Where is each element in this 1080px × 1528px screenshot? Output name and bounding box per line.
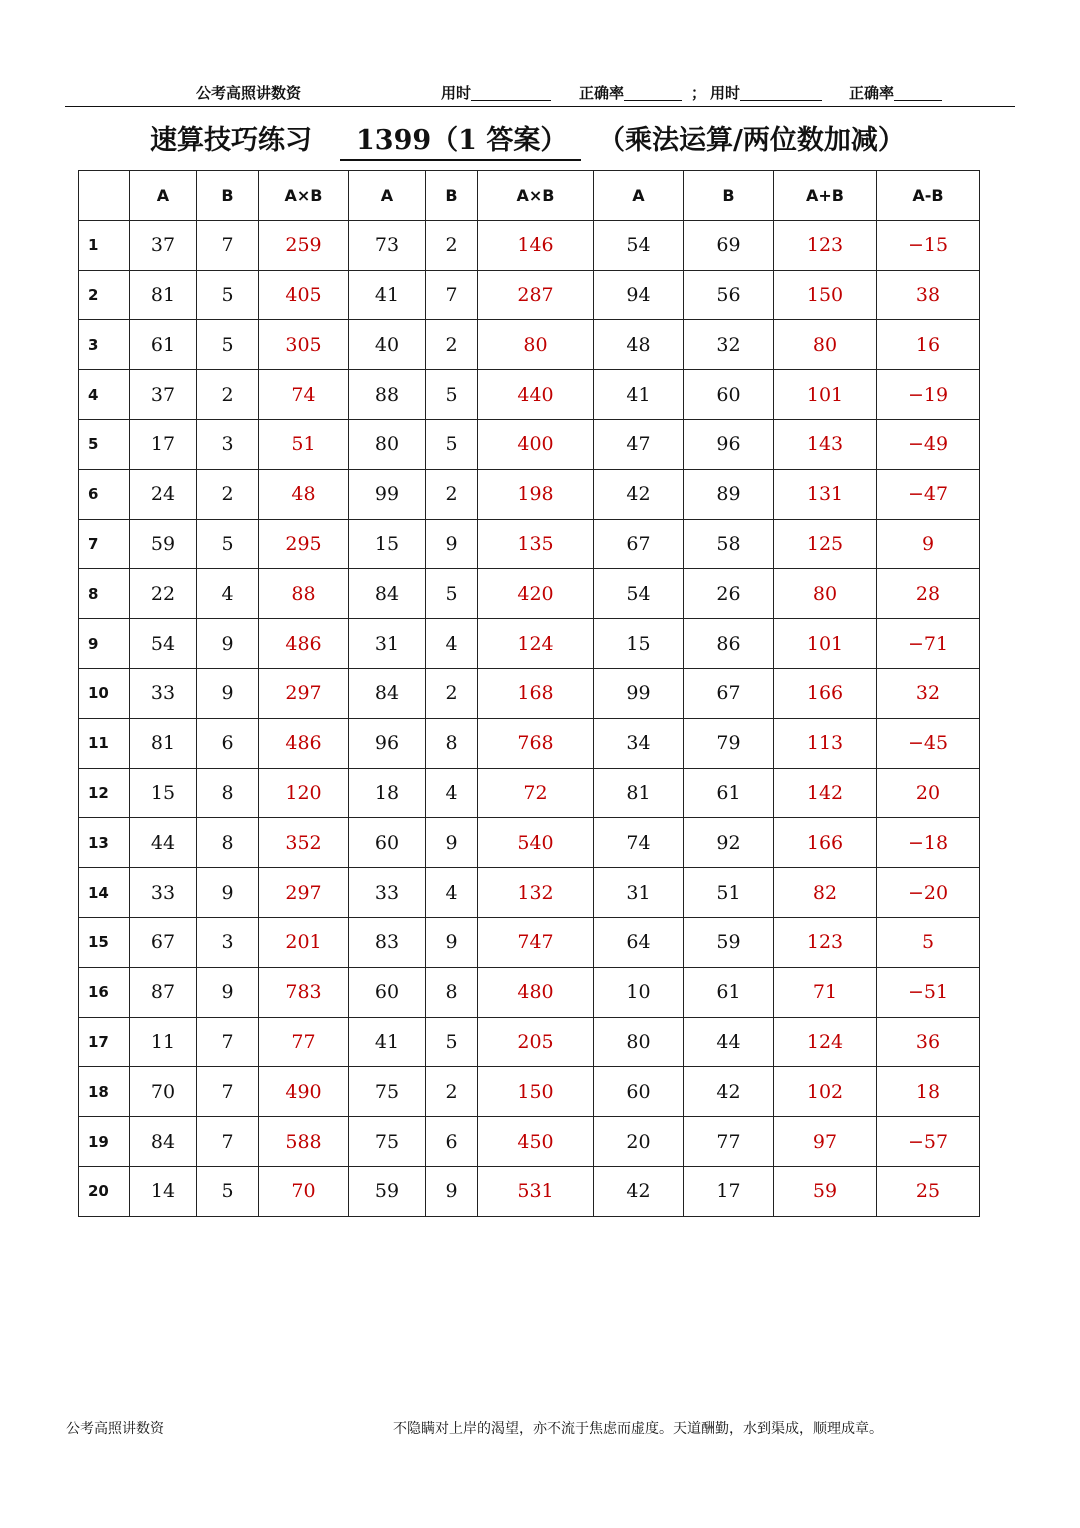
operand-cell: 74: [594, 818, 684, 868]
answer-cell: 28: [877, 569, 980, 619]
operand-cell: 67: [594, 519, 684, 569]
operand-cell: 4: [426, 868, 478, 918]
practice-table: [78, 170, 980, 1217]
operand-cell: 87: [130, 967, 197, 1017]
table-row: [79, 768, 980, 818]
accuracy-field-2: [849, 82, 894, 103]
operand-cell: 33: [349, 868, 426, 918]
table-header-row: [79, 171, 980, 221]
operand-cell: 92: [684, 818, 774, 868]
operand-cell: 5: [426, 370, 478, 420]
answer-cell: 400: [478, 419, 594, 469]
operand-cell: 77: [684, 1117, 774, 1167]
operand-cell: 83: [349, 917, 426, 967]
operand-cell: 9: [426, 917, 478, 967]
table-row: [79, 818, 980, 868]
operand-cell: 60: [594, 1067, 684, 1117]
operand-cell: 33: [130, 868, 197, 918]
column-header: B: [684, 171, 774, 221]
operand-cell: 54: [594, 220, 684, 270]
operand-cell: 4: [426, 768, 478, 818]
table-row: [79, 668, 980, 718]
operand-cell: 48: [594, 320, 684, 370]
answer-cell: 5: [877, 917, 980, 967]
answer-cell: 201: [259, 917, 349, 967]
operand-cell: 2: [426, 220, 478, 270]
operand-cell: 9: [197, 868, 259, 918]
operand-cell: 84: [349, 668, 426, 718]
header-brand: 公考高照讲数资: [196, 84, 302, 102]
operand-cell: 8: [197, 768, 259, 818]
accuracy-blank-1: [624, 84, 682, 101]
operand-cell: 7: [197, 1017, 259, 1067]
answer-cell: −51: [877, 967, 980, 1017]
answer-cell: 287: [478, 270, 594, 320]
operand-cell: 81: [594, 768, 684, 818]
answer-cell: 143: [774, 419, 877, 469]
operand-cell: 42: [594, 1166, 684, 1216]
accuracy-label-2: 正确率: [849, 84, 895, 102]
operand-cell: 7: [197, 1067, 259, 1117]
answer-cell: 97: [774, 1117, 877, 1167]
answer-cell: 124: [774, 1017, 877, 1067]
operand-cell: 44: [130, 818, 197, 868]
operand-cell: 5: [197, 1166, 259, 1216]
operand-cell: 84: [130, 1117, 197, 1167]
table-row: [79, 917, 980, 967]
operand-cell: 61: [684, 768, 774, 818]
answer-cell: 18: [877, 1067, 980, 1117]
operand-cell: 7: [426, 270, 478, 320]
answer-cell: 783: [259, 967, 349, 1017]
answer-cell: 150: [478, 1067, 594, 1117]
operand-cell: 54: [130, 619, 197, 669]
operand-cell: 5: [426, 1017, 478, 1067]
answer-cell: 135: [478, 519, 594, 569]
column-header: A+B: [774, 171, 877, 221]
row-index: 17: [79, 1017, 130, 1067]
answer-cell: 74: [259, 370, 349, 420]
answer-cell: 72: [478, 768, 594, 818]
table-row: [79, 320, 980, 370]
operand-cell: 32: [684, 320, 774, 370]
row-index: 20: [79, 1166, 130, 1216]
answer-cell: 71: [774, 967, 877, 1017]
operand-cell: 60: [684, 370, 774, 420]
row-index: 11: [79, 718, 130, 768]
answer-cell: −18: [877, 818, 980, 868]
answer-cell: 297: [259, 668, 349, 718]
table-row: [79, 1166, 980, 1216]
operand-cell: 73: [349, 220, 426, 270]
row-index: 10: [79, 668, 130, 718]
operand-cell: 58: [684, 519, 774, 569]
accuracy-label-1: 正确率: [579, 84, 625, 102]
title-number: 1399（1 答案）: [340, 118, 581, 161]
operand-cell: 2: [197, 469, 259, 519]
operand-cell: 42: [684, 1067, 774, 1117]
table-row: [79, 220, 980, 270]
answer-cell: −20: [877, 868, 980, 918]
answer-cell: 25: [877, 1166, 980, 1216]
answer-cell: 146: [478, 220, 594, 270]
header-separator: ；: [691, 84, 707, 102]
operand-cell: 59: [684, 917, 774, 967]
operand-cell: 84: [349, 569, 426, 619]
operand-cell: 6: [197, 718, 259, 768]
answer-cell: 352: [259, 818, 349, 868]
operand-cell: 41: [349, 1017, 426, 1067]
operand-cell: 96: [349, 718, 426, 768]
row-index: 1: [79, 220, 130, 270]
operand-cell: 89: [684, 469, 774, 519]
operand-cell: 5: [426, 419, 478, 469]
column-header: A×B: [259, 171, 349, 221]
operand-cell: 69: [684, 220, 774, 270]
answer-cell: 305: [259, 320, 349, 370]
operand-cell: 59: [130, 519, 197, 569]
time-field-2: [710, 82, 740, 103]
answer-cell: 77: [259, 1017, 349, 1067]
operand-cell: 17: [130, 419, 197, 469]
answer-cell: 113: [774, 718, 877, 768]
answer-cell: 20: [877, 768, 980, 818]
answer-cell: 124: [478, 619, 594, 669]
operand-cell: 9: [426, 818, 478, 868]
header-divider: [65, 106, 1015, 107]
answer-cell: 142: [774, 768, 877, 818]
answer-cell: 166: [774, 668, 877, 718]
answer-cell: 166: [774, 818, 877, 868]
column-header: A: [130, 171, 197, 221]
operand-cell: 59: [349, 1166, 426, 1216]
operand-cell: 64: [594, 917, 684, 967]
operand-cell: 9: [197, 967, 259, 1017]
operand-cell: 56: [684, 270, 774, 320]
answer-cell: −45: [877, 718, 980, 768]
operand-cell: 75: [349, 1067, 426, 1117]
time-blank-2: [740, 84, 822, 101]
operand-cell: 15: [130, 768, 197, 818]
operand-cell: 2: [197, 370, 259, 420]
table-row: [79, 718, 980, 768]
operand-cell: 7: [197, 1117, 259, 1167]
operand-cell: 44: [684, 1017, 774, 1067]
column-header: A: [594, 171, 684, 221]
row-index: 7: [79, 519, 130, 569]
title-subtitle: （乘法运算/两位数加减）: [598, 125, 905, 156]
operand-cell: 96: [684, 419, 774, 469]
answer-cell: 131: [774, 469, 877, 519]
row-index: 8: [79, 569, 130, 619]
accuracy-field-1: [579, 82, 624, 103]
answer-cell: 125: [774, 519, 877, 569]
operand-cell: 15: [349, 519, 426, 569]
title-main: 速算技巧练习: [150, 125, 312, 156]
operand-cell: 61: [130, 320, 197, 370]
time-label-1: 用时: [441, 84, 472, 102]
table-row: [79, 419, 980, 469]
operand-cell: 2: [426, 668, 478, 718]
table-row: [79, 469, 980, 519]
page-title: [150, 116, 950, 160]
answer-cell: 405: [259, 270, 349, 320]
operand-cell: 60: [349, 818, 426, 868]
answer-cell: 490: [259, 1067, 349, 1117]
row-index: 9: [79, 619, 130, 669]
operand-cell: 9: [197, 619, 259, 669]
operand-cell: 3: [197, 917, 259, 967]
operand-cell: 7: [197, 220, 259, 270]
answer-cell: 540: [478, 818, 594, 868]
operand-cell: 9: [426, 519, 478, 569]
operand-cell: 8: [426, 718, 478, 768]
column-header: [79, 171, 130, 221]
row-index: 12: [79, 768, 130, 818]
operand-cell: 34: [594, 718, 684, 768]
answer-cell: 297: [259, 868, 349, 918]
answer-cell: 80: [774, 569, 877, 619]
table-row: [79, 967, 980, 1017]
answer-cell: 101: [774, 619, 877, 669]
answer-cell: 450: [478, 1117, 594, 1167]
operand-cell: 42: [594, 469, 684, 519]
answer-cell: −19: [877, 370, 980, 420]
answer-cell: 259: [259, 220, 349, 270]
accuracy-blank-2: [894, 84, 942, 101]
row-index: 2: [79, 270, 130, 320]
answer-cell: 123: [774, 220, 877, 270]
operand-cell: 14: [130, 1166, 197, 1216]
answer-cell: 132: [478, 868, 594, 918]
operand-cell: 47: [594, 419, 684, 469]
column-header: B: [426, 171, 478, 221]
answer-cell: 420: [478, 569, 594, 619]
row-index: 5: [79, 419, 130, 469]
answer-cell: 9: [877, 519, 980, 569]
operand-cell: 2: [426, 1067, 478, 1117]
column-header: A: [349, 171, 426, 221]
footer: [0, 1416, 1080, 1440]
table-row: [79, 1017, 980, 1067]
answer-cell: 440: [478, 370, 594, 420]
table-row: [79, 270, 980, 320]
operand-cell: 2: [426, 320, 478, 370]
answer-cell: −71: [877, 619, 980, 669]
answer-cell: 486: [259, 718, 349, 768]
operand-cell: 6: [426, 1117, 478, 1167]
operand-cell: 67: [684, 668, 774, 718]
answer-cell: 80: [774, 320, 877, 370]
answer-cell: 70: [259, 1166, 349, 1216]
answer-cell: −49: [877, 419, 980, 469]
operand-cell: 5: [426, 569, 478, 619]
answer-cell: 150: [774, 270, 877, 320]
operand-cell: 88: [349, 370, 426, 420]
answer-cell: 32: [877, 668, 980, 718]
operand-cell: 70: [130, 1067, 197, 1117]
answer-cell: 531: [478, 1166, 594, 1216]
operand-cell: 40: [349, 320, 426, 370]
column-header: A-B: [877, 171, 980, 221]
footer-brand: 公考高照讲数资: [66, 1421, 164, 1437]
answer-cell: 16: [877, 320, 980, 370]
answer-cell: 123: [774, 917, 877, 967]
operand-cell: 75: [349, 1117, 426, 1167]
operand-cell: 24: [130, 469, 197, 519]
operand-cell: 15: [594, 619, 684, 669]
column-header: B: [197, 171, 259, 221]
operand-cell: 86: [684, 619, 774, 669]
answer-cell: −47: [877, 469, 980, 519]
operand-cell: 33: [130, 668, 197, 718]
operand-cell: 5: [197, 519, 259, 569]
table-row: [79, 868, 980, 918]
operand-cell: 37: [130, 370, 197, 420]
operand-cell: 60: [349, 967, 426, 1017]
operand-cell: 20: [594, 1117, 684, 1167]
operand-cell: 31: [349, 619, 426, 669]
operand-cell: 41: [594, 370, 684, 420]
answer-cell: 101: [774, 370, 877, 420]
answer-cell: 36: [877, 1017, 980, 1067]
row-index: 15: [79, 917, 130, 967]
operand-cell: 17: [684, 1166, 774, 1216]
answer-cell: 80: [478, 320, 594, 370]
answer-cell: 486: [259, 619, 349, 669]
answer-cell: 198: [478, 469, 594, 519]
row-index: 19: [79, 1117, 130, 1167]
column-header: A×B: [478, 171, 594, 221]
answer-cell: 51: [259, 419, 349, 469]
time-field-1: [441, 82, 471, 103]
table-row: [79, 619, 980, 669]
operand-cell: 26: [684, 569, 774, 619]
operand-cell: 4: [426, 619, 478, 669]
operand-cell: 61: [684, 967, 774, 1017]
operand-cell: 4: [197, 569, 259, 619]
row-index: 3: [79, 320, 130, 370]
operand-cell: 2: [426, 469, 478, 519]
table-row: [79, 519, 980, 569]
answer-cell: 747: [478, 917, 594, 967]
answer-cell: 480: [478, 967, 594, 1017]
operand-cell: 8: [197, 818, 259, 868]
operand-cell: 5: [197, 270, 259, 320]
operand-cell: 81: [130, 270, 197, 320]
operand-cell: 10: [594, 967, 684, 1017]
table-row: [79, 370, 980, 420]
answer-cell: −57: [877, 1117, 980, 1167]
answer-cell: 82: [774, 868, 877, 918]
operand-cell: 51: [684, 868, 774, 918]
answer-cell: 120: [259, 768, 349, 818]
operand-cell: 79: [684, 718, 774, 768]
operand-cell: 31: [594, 868, 684, 918]
time-label-2: 用时: [710, 84, 741, 102]
operand-cell: 22: [130, 569, 197, 619]
answer-cell: 295: [259, 519, 349, 569]
operand-cell: 99: [594, 668, 684, 718]
row-index: 13: [79, 818, 130, 868]
answer-cell: 205: [478, 1017, 594, 1067]
operand-cell: 3: [197, 419, 259, 469]
footer-motto: 不隐瞒对上岸的渴望，亦不流于焦虑而虚度。天道酬勤，水到渠成，顺理成章。: [393, 1421, 883, 1437]
operand-cell: 9: [197, 668, 259, 718]
operand-cell: 41: [349, 270, 426, 320]
row-index: 18: [79, 1067, 130, 1117]
answer-cell: −15: [877, 220, 980, 270]
operand-cell: 54: [594, 569, 684, 619]
operand-cell: 18: [349, 768, 426, 818]
row-index: 4: [79, 370, 130, 420]
operand-cell: 67: [130, 917, 197, 967]
row-index: 6: [79, 469, 130, 519]
operand-cell: 99: [349, 469, 426, 519]
operand-cell: 94: [594, 270, 684, 320]
operand-cell: 37: [130, 220, 197, 270]
answer-cell: 768: [478, 718, 594, 768]
answer-cell: 102: [774, 1067, 877, 1117]
operand-cell: 9: [426, 1166, 478, 1216]
operand-cell: 11: [130, 1017, 197, 1067]
operand-cell: 81: [130, 718, 197, 768]
answer-cell: 48: [259, 469, 349, 519]
table-row: [79, 569, 980, 619]
answer-cell: 59: [774, 1166, 877, 1216]
operand-cell: 80: [349, 419, 426, 469]
row-index: 16: [79, 967, 130, 1017]
answer-cell: 38: [877, 270, 980, 320]
operand-cell: 8: [426, 967, 478, 1017]
time-blank-1: [471, 84, 551, 101]
table-row: [79, 1117, 980, 1167]
operand-cell: 5: [197, 320, 259, 370]
header-line: [0, 80, 1080, 106]
answer-cell: 88: [259, 569, 349, 619]
answer-cell: 588: [259, 1117, 349, 1167]
answer-cell: 168: [478, 668, 594, 718]
operand-cell: 80: [594, 1017, 684, 1067]
row-index: 14: [79, 868, 130, 918]
table-row: [79, 1067, 980, 1117]
